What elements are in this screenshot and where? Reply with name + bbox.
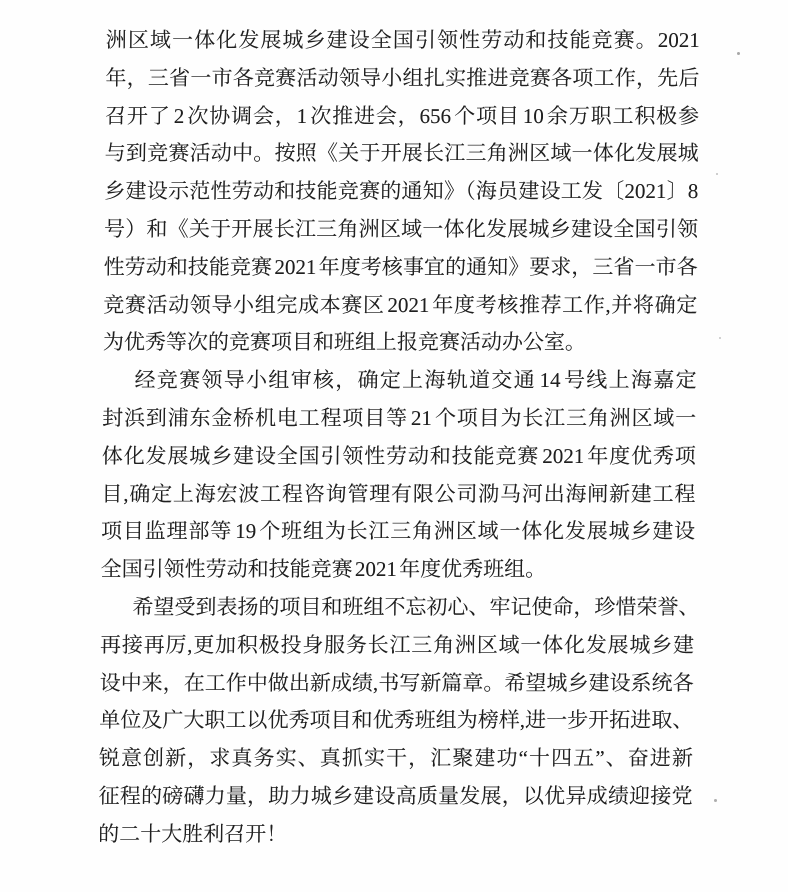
text-line: 经竞赛领导小组审核，确定上海轨道交通 14 号线上海嘉定 <box>134 368 697 393</box>
text-line: 单位及广大职工以优秀项目和优秀班组为榜样,进一步开拓进取、 <box>99 708 694 733</box>
text-line: 再接再厉,更加积极投身服务长江三角洲区域一体化发展城乡建 <box>99 632 695 657</box>
text-line: 希望受到表扬的项目和班组不忘初心、牢记使命，珍惜荣誉、 <box>132 594 700 619</box>
scan-speck <box>714 799 717 802</box>
text-line: 与到竞赛活动中。按照《关于开展长江三角洲区域一体化发展城 <box>104 141 699 166</box>
text-line: 封浜到浦东金桥机电工程项目等 21 个项目为长江三角洲区域一 <box>102 405 697 430</box>
text-line: 竞赛活动领导小组完成本赛区 2021 年度考核推荐工作,并将确定 <box>103 292 698 317</box>
text-line: 为优秀等次的竞赛项目和班组上报竞赛活动办公室。 <box>102 330 587 355</box>
text-line: 锐意创新，求真务实、真抓实干，汇聚建功“十四五”、奋进新 <box>98 746 694 771</box>
text-line: 召开了 2 次协调会，1 次推进会，656 个项目 10 余万职工积极参 <box>104 103 700 128</box>
text-line: 全国引领性劳动和技能竞赛 2021 年度优秀班组。 <box>100 557 547 582</box>
text-line: 征程的磅礴力量，助力城乡建设高质量发展，以优异成绩迎接党 <box>98 783 693 808</box>
text-line: 体化发展城乡建设全国引领性劳动和技能竞赛 2021 年度优秀项 <box>101 443 696 468</box>
text-line: 乡建设示范性劳动和技能竞赛的通知》（海员建设工发〔2021〕8 <box>104 179 699 204</box>
scan-speck <box>719 337 721 339</box>
scan-speck <box>716 173 718 175</box>
text-line: 年，三省一市各竞赛活动领导小组扎实推进竞赛各项工作，先后 <box>105 65 700 90</box>
text-line: 洲区域一体化发展城乡建设全国引领性劳动和技能竞赛。2021 <box>105 28 700 52</box>
text-line: 目,确定上海宏波工程咨询管理有限公司泐马河出海闸新建工程 <box>101 481 696 506</box>
text-line: 性劳动和技能竞赛 2021 年度考核事宜的通知》要求，三省一市各 <box>103 254 698 279</box>
text-line: 号）和《关于开展长江三角洲区域一体化发展城乡建设全国引领 <box>103 216 699 241</box>
scan-speck <box>737 52 740 55</box>
text-line: 的二十大胜利召开！ <box>98 821 288 846</box>
text-line: 设中来，在工作中做出新成绩,书写新篇章。希望城乡建设系统各 <box>99 670 694 695</box>
text-line: 项目监理部等 19 个班组为长江三角洲区域一体化发展城乡建设 <box>100 519 696 544</box>
document-text-block <box>98 22 700 854</box>
